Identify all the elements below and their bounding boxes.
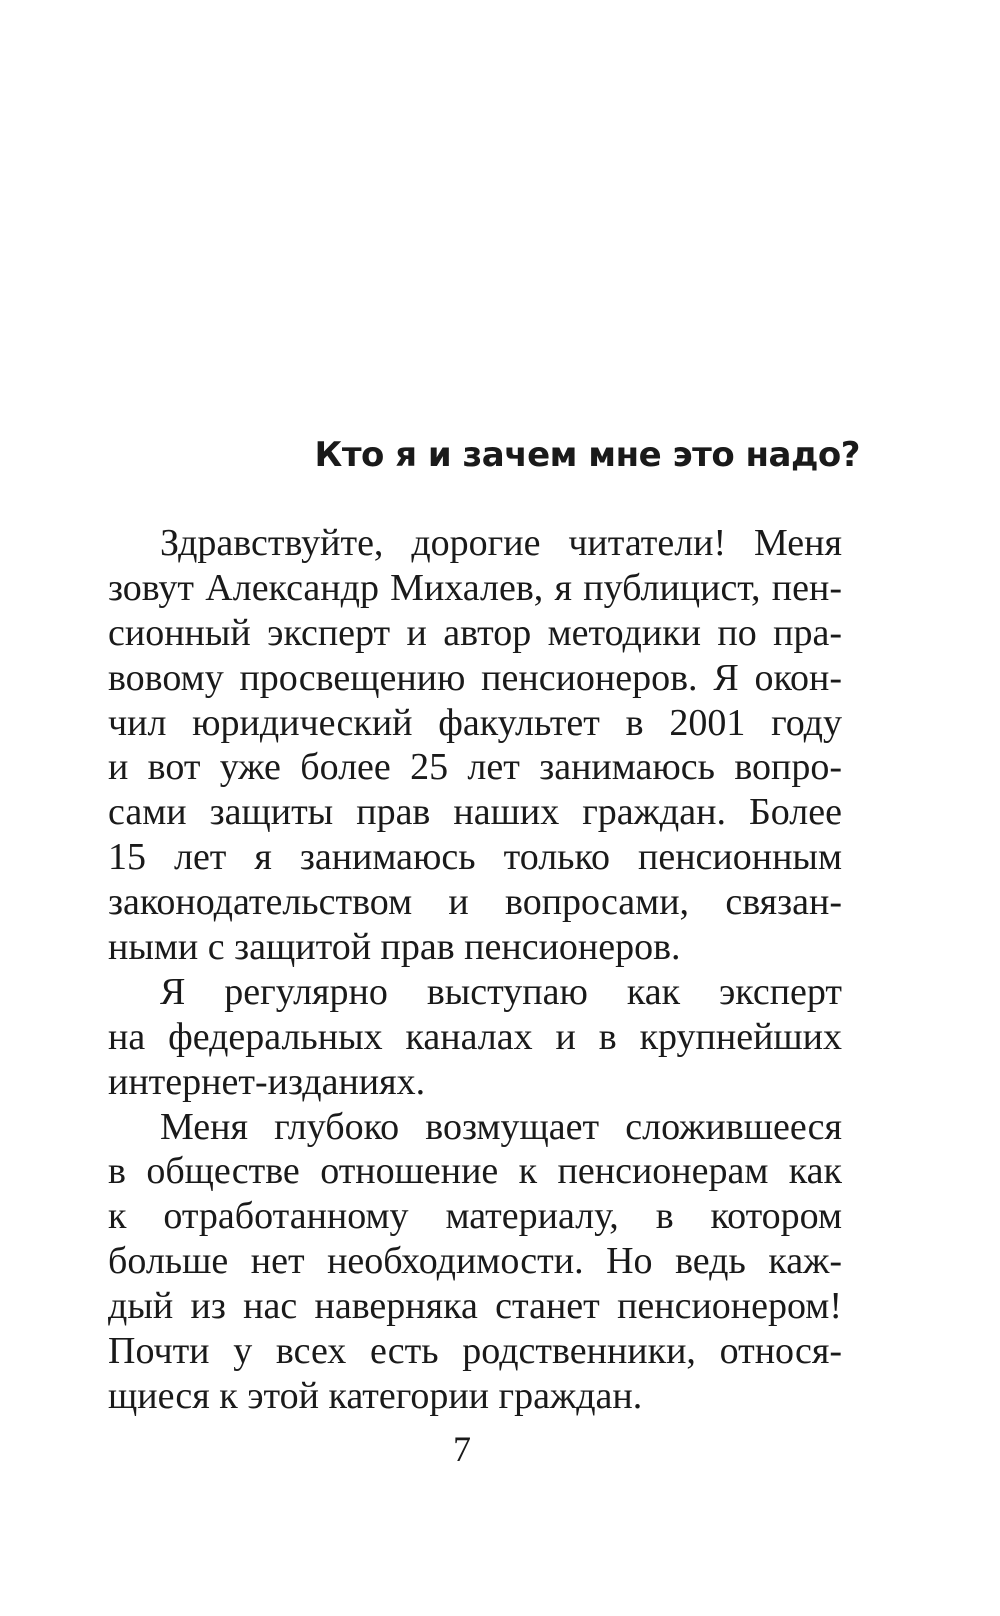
text-line: больше нет необходимости. Но ведь каж- — [108, 1240, 842, 1283]
text-line: щиеся к этой категории граждан. — [108, 1374, 643, 1417]
text-line: сами защиты прав наших граждан. Более — [108, 791, 842, 834]
text-line: сионный эксперт и автор методики по пра- — [108, 611, 842, 654]
text-line: 15 лет я занимаюсь только пенсионным — [108, 836, 842, 879]
text-line: к отработанному материалу, в котором — [108, 1195, 842, 1238]
text-line: в обществе отношение к пенсионерам как — [108, 1150, 842, 1193]
text-line: законодательством и вопросами, связан- — [108, 881, 842, 924]
text-line: ными с защитой прав пенсионеров. — [108, 926, 681, 969]
text-line: Меня глубоко возмущает сложившееся — [160, 1105, 842, 1148]
chapter-heading: Кто я и зачем мне это надо? — [314, 435, 860, 475]
text-line: Здравствуйте, дорогие читатели! Меня — [160, 522, 842, 564]
text-line: интернет-изданиях. — [108, 1060, 426, 1103]
page-number: 7 — [453, 1429, 471, 1469]
text-line: зовут Александр Михалев, я публицист, пен- — [108, 566, 842, 609]
text-line: дый из нас наверняка станет пенсионером! — [108, 1285, 842, 1328]
text-line: Я регулярно выступаю как эксперт — [160, 970, 842, 1013]
text-line: на федеральных каналах и в крупнейших — [108, 1015, 842, 1058]
text-line: вовому просвещению пенсионеров. Я окон- — [108, 656, 842, 699]
body-text — [108, 521, 842, 1419]
text-line: и вот уже более 25 лет занимаюсь вопро- — [108, 746, 842, 789]
text-line: чил юридический факультет в 2001 году — [108, 701, 842, 744]
text-line: Почти у всех есть родственники, относя- — [108, 1330, 842, 1373]
